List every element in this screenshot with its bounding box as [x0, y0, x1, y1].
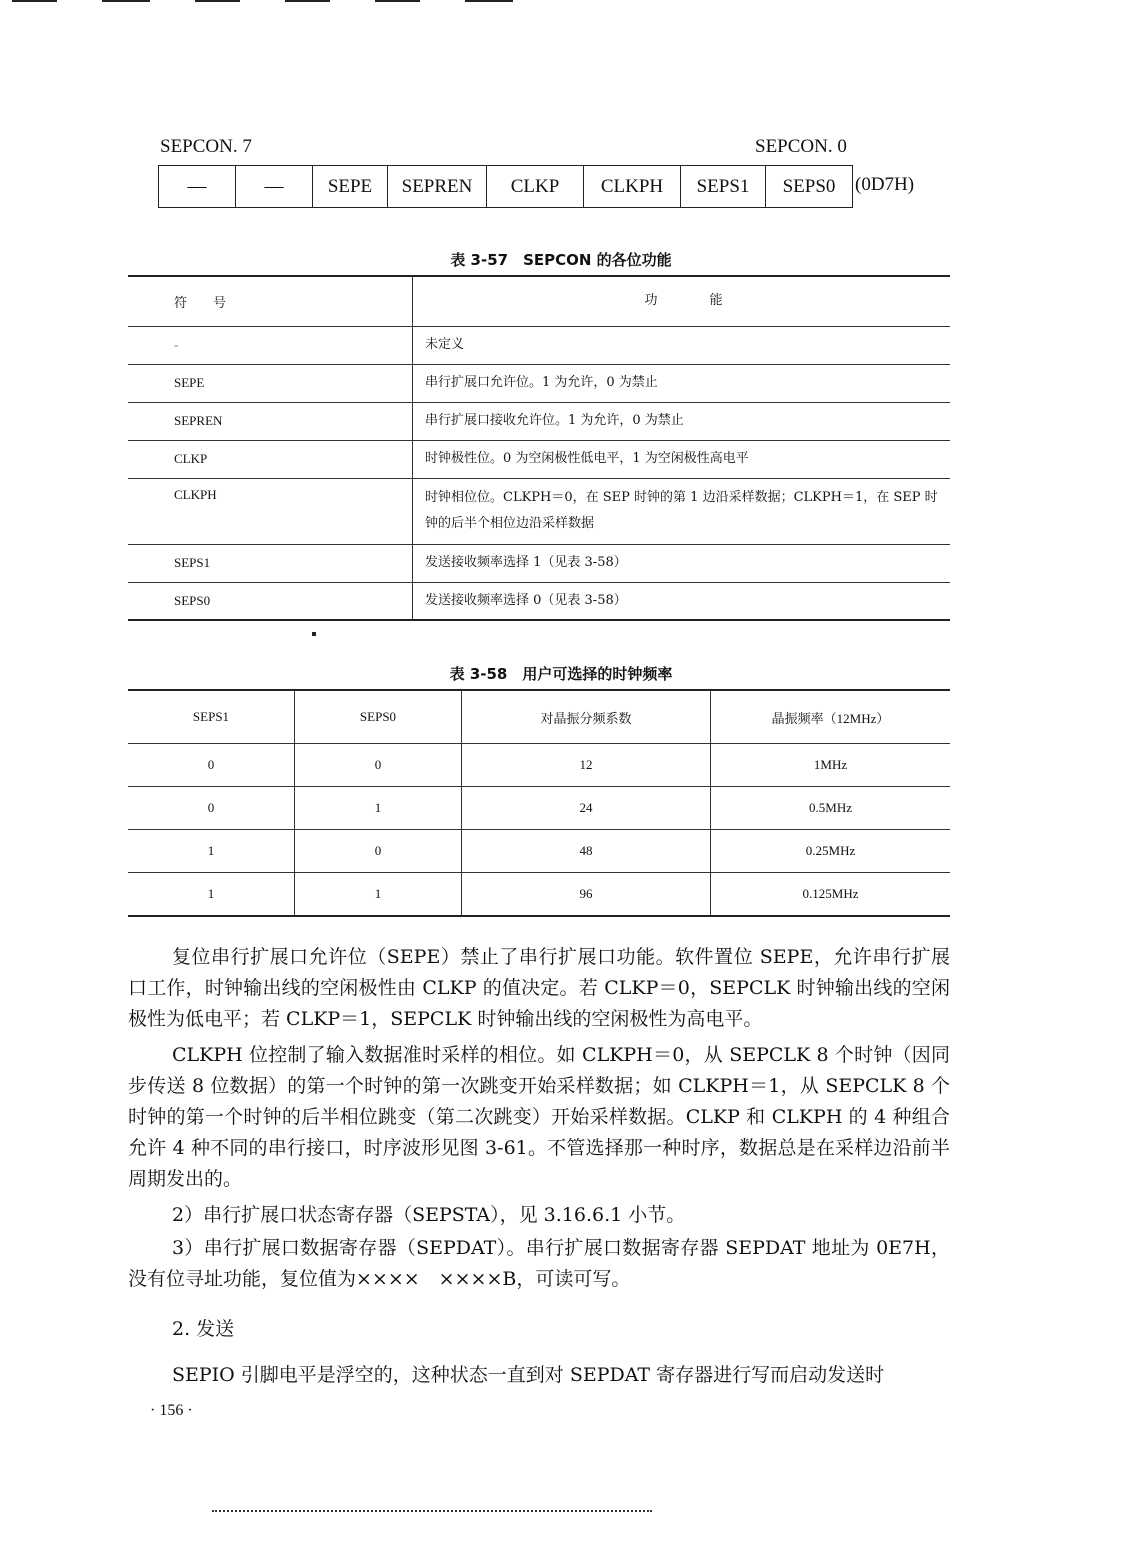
page-number: · 156 · — [150, 1402, 193, 1419]
table-cell: 0 — [128, 787, 295, 830]
symbol-cell: CLKP — [128, 440, 413, 478]
top-rule-1 — [12, 0, 57, 2]
register-msb-label: SEPCON. 7 — [160, 136, 252, 157]
table-3-57 — [128, 275, 950, 621]
table-3-58-caption: 表 3-58 用户可选择的时钟频率 — [449, 665, 673, 683]
register-bit-diagram — [158, 165, 853, 208]
table-cell: 1 — [128, 830, 295, 873]
table-row — [128, 478, 950, 544]
header-symbol: 符 号 — [128, 276, 413, 326]
table-cell: 1 — [295, 873, 462, 917]
function-cell: 时钟极性位。0 为空闲极性低电平，1 为空闲极性高电平 — [413, 440, 951, 478]
bottom-dotted-rule — [212, 1510, 652, 1513]
symbol-cell: SEPE — [128, 364, 413, 402]
header-frequency: 晶振频率（12MHz） — [711, 690, 951, 744]
table-cell: 48 — [462, 830, 711, 873]
paragraph-clkph: CLKPH 位控制了输入数据准时采样的相位。如 CLKPH＝0，从 SEPCLK 8 个时钟（因同步传送 8 位数据）的第一个时钟的第一次跳变开始采样数据；如 CLKPH＝1，从 SEPCLK 8 个时钟的第一个时钟的后半相位跳变（第二次跳变）开始采样数据。CLKP 和 CLKPH 的 4 种组合允许 4 种不同的串行接口，时序波形见图 3-61。不管选择那一种时序，数据总是在采样边沿前半周期发出的。 — [128, 1044, 950, 1190]
register-address: (0D7H) — [855, 174, 915, 195]
table-cell: 0 — [295, 830, 462, 873]
section-heading-send: 2. 发送 — [172, 1318, 235, 1340]
function-cell: 发送接收频率选择 0（见表 3-58） — [425, 592, 627, 608]
table-row — [128, 402, 950, 440]
function-cell: 未定义 — [413, 326, 951, 364]
header-seps0: SEPS0 — [295, 690, 462, 744]
header-function: 功 能 — [413, 276, 951, 326]
register-bit-3: CLKP — [487, 166, 584, 208]
top-rule-6 — [465, 0, 513, 2]
function-cell: 串行扩展口接收允许位。1 为允许，0 为禁止 — [413, 402, 951, 440]
paragraph-sepsta: 2）串行扩展口状态寄存器（SEPSTA），见 3.16.6.1 小节。 — [172, 1204, 686, 1226]
top-rule-5 — [375, 0, 420, 2]
table-row — [128, 544, 950, 582]
table-3-57-caption: 表 3-57 SEPCON 的各位功能 — [450, 251, 672, 269]
function-cell: 时钟相位位。CLKPH＝0，在 SEP 时钟的第 1 边沿采样数据；CLKPH＝1，在 SEP 时钟的后半个相位边沿采样数据 — [413, 478, 951, 544]
table-row — [128, 440, 950, 478]
table-cell: 0.5MHz — [711, 787, 951, 830]
table-row — [128, 873, 950, 917]
table-header-row — [128, 276, 950, 326]
symbol-cell: CLKPH — [128, 478, 413, 544]
top-rule-3 — [195, 0, 240, 2]
table-row — [128, 744, 950, 787]
table-cell: 0.125MHz — [802, 886, 859, 901]
table-header-row — [128, 690, 950, 744]
table-cell: 0.25MHz — [711, 830, 951, 873]
register-bit-5: SEPE — [313, 166, 388, 208]
table-row — [128, 787, 950, 830]
paragraph-sepdat: 3）串行扩展口数据寄存器（SEPDAT）。串行扩展口数据寄存器 SEPDAT 地址为 0E7H，没有位寻址功能，复位值为×××× ××××B，可读可写。 — [128, 1237, 950, 1290]
top-rule-2 — [102, 0, 150, 2]
symbol-cell: SEPS1 — [128, 544, 413, 582]
symbol-cell: SEPS0 — [128, 582, 413, 620]
table-cell: 1MHz — [711, 744, 951, 787]
register-bit-0: SEPS0 — [766, 166, 853, 208]
table-cell: 0 — [295, 744, 462, 787]
symbol-cell: SEPREN — [128, 402, 413, 440]
table-cell: 0 — [128, 744, 295, 787]
header-seps1: SEPS1 — [128, 690, 295, 744]
stray-dot — [312, 632, 316, 636]
register-bit-2: CLKPH — [584, 166, 681, 208]
function-cell: 发送接收频率选择 1（见表 3-58） — [413, 544, 951, 582]
table-cell: 1 — [295, 787, 462, 830]
table-row — [128, 364, 950, 402]
paragraph-sepio: SEPIO 引脚电平是浮空的，这种状态一直到对 SEPDAT 寄存器进行写而启动发送时 — [172, 1364, 885, 1386]
table-cell: 96 — [462, 873, 711, 917]
table-3-58 — [128, 689, 950, 917]
table-cell: 12 — [462, 744, 711, 787]
register-bit-7: — — [159, 166, 236, 208]
table-row — [128, 582, 950, 620]
top-rule-4 — [285, 0, 330, 2]
paragraph-sepe: 复位串行扩展口允许位（SEPE）禁止了串行扩展口功能。软件置位 SEPE，允许串行扩展口工作，时钟输出线的空闲极性由 CLKP 的值决定。若 CLKP＝0，SEPCLK 时钟输出线的空闲极性为低电平；若 CLKP＝1，SEPCLK 时钟输出线的空闲极性为高电平。 — [128, 946, 950, 1030]
header-divider: 对晶振分频系数 — [462, 690, 711, 744]
register-bit-6: — — [236, 166, 313, 208]
register-bit-1: SEPS1 — [681, 166, 766, 208]
register-bit-4: SEPREN — [388, 166, 487, 208]
symbol-cell: - — [128, 326, 413, 364]
function-cell: 串行扩展口允许位。1 为允许，0 为禁止 — [413, 364, 951, 402]
table-row — [128, 830, 950, 873]
table-cell: 1 — [128, 873, 295, 917]
table-cell: 24 — [462, 787, 711, 830]
table-row — [128, 326, 950, 364]
register-lsb-label: SEPCON. 0 — [755, 136, 847, 157]
